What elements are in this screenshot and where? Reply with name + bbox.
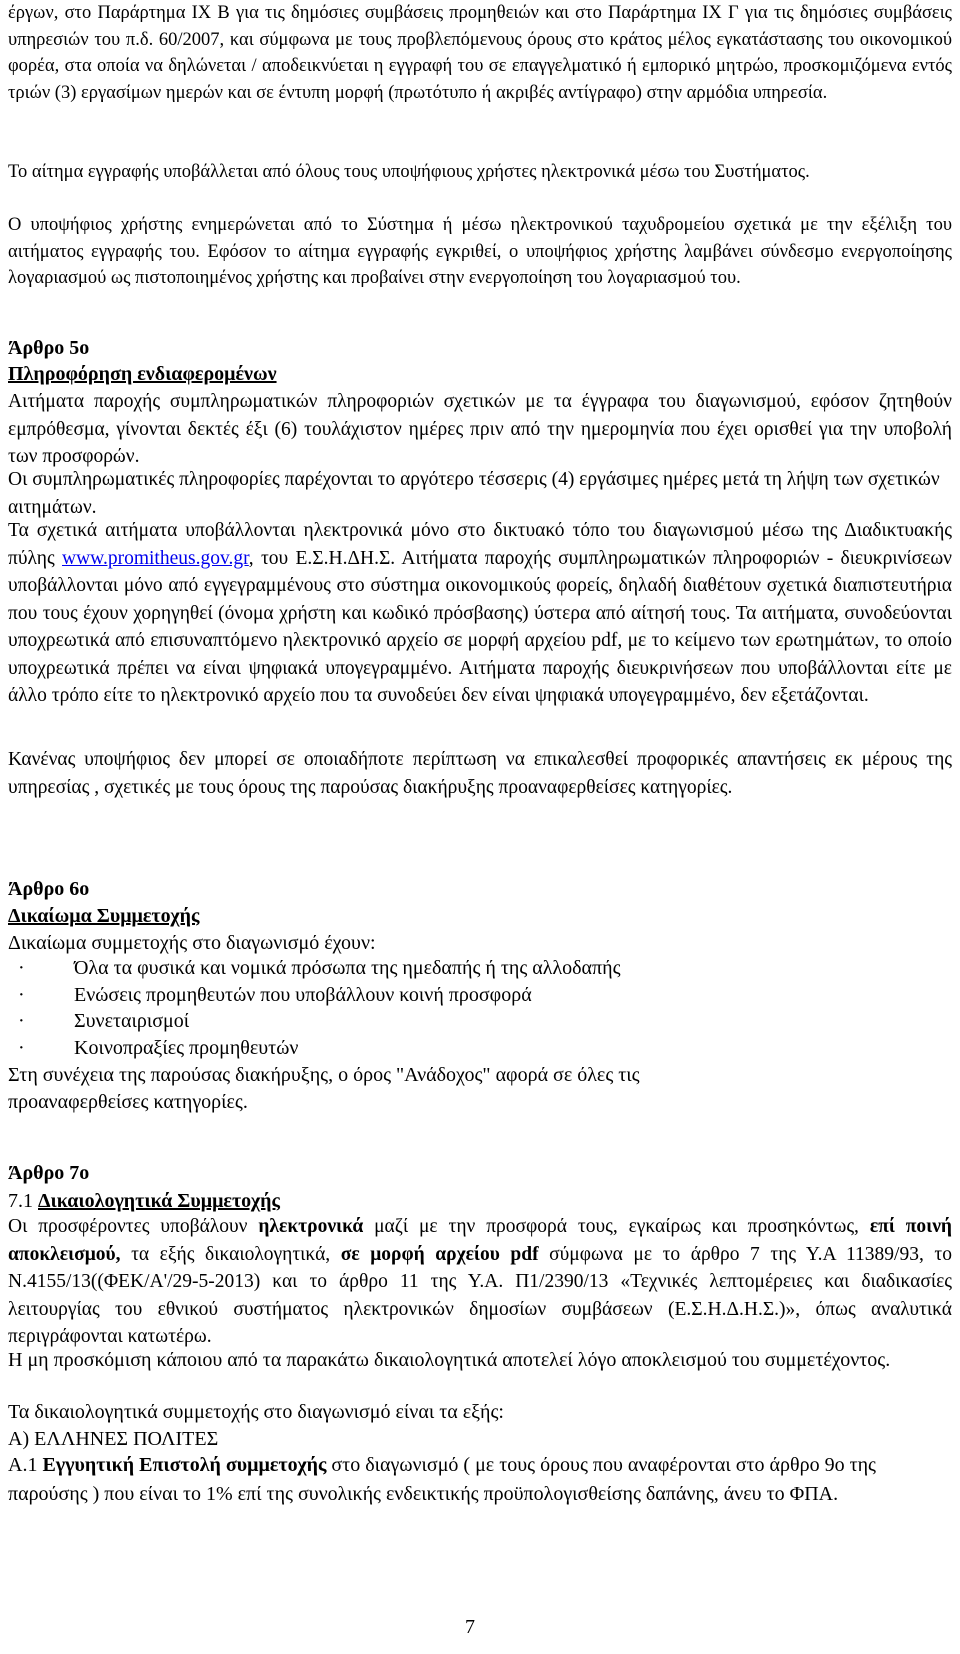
paragraph-registration-docs: έργων, στο Παράρτημα ΙΧ Β για τις δημόσιες συμβάσεις προμηθειών και στο Παράρτημα ΙΧ Γ για τις δημόσιες συμβάσεις υπηρεσιών του π.δ. 60/2007, και σύμφωνα με τους προβλεπόμενους όρους στο κράτος μέλος εγκατάστασης του οικονομικού φορέα, στα οποία να δηλώνεται / αποδεικνύεται η εγγραφή του σε επαγγελματικό ή εμπορικό μητρώο, προσκομιζόμενα εντός τριών (3) εργασίμων ημερών και σε έντυπη μορφή (πρωτότυπο ή ακριβές αντίγραφο) στην αρμόδια υπηρεσία. [8, 3, 952, 103]
article-7-number: Άρθρο 7ο [8, 1162, 90, 1184]
article-5-paragraph-1: Αιτήματα παροχής συμπληρωματικών πληροφοριών σχετικών με τα έγγραφα του διαγωνισμού, εφόσον ζητηθούν εμπρόθεσμα, γίνονται δεκτές έξι (6) τουλάχιστον ημέρες πριν από την ημερομηνία που έχει ορισθεί για την υποβολή των προσφορών. [8, 391, 952, 467]
article-7-item-a1: Α.1 Εγγυητική Επιστολή συμμετοχής στο διαγωνισμό ( με τους όρους που αναφέρονται στο άρθρο 9ο της παρούσης ) που είναι το 1% επί της συνολικής ενδεικτικής προϋπολογισθείσης δαπάνης, άνευ το ΦΠΑ. [8, 1454, 876, 1505]
article-5-paragraph-3 [8, 517, 952, 710]
paragraph-registration-approval: Ο υποψήφιος χρήστης ενημερώνεται από το Σύστημα ή μέσω ηλεκτρονικού ταχυδρομείου σχετικά με την εξέλιξη του αιτήματος εγγραφής του. Εφόσον το αίτημα εγγραφής εγκριθεί, ο υποψήφιος χρήστης λαμβάνει σύνδεσμο ενεργοποίησης λογαριασμού ως πιστοποιημένος χρήστης και προβαίνει στην ενεργοποίηση του λογαριασμού του. [8, 215, 952, 288]
article-6-number: Άρθρο 6ο [8, 878, 90, 900]
paragraph-registration-submission: Το αίτημα εγγραφής υποβάλλεται από όλους τους υποψήφιους χρήστες ηλεκτρονικά μέσω του Συστήματος. [8, 162, 810, 182]
article-5-paragraph-3-start: Τα σχετικά αιτήματα υποβάλλονται ηλεκτρονικά μόνο στο δικτυακό τόπο του διαγωνισμού μέσω της Διαδικτυακής πύλης [8, 520, 952, 569]
article-7-paragraph-3: Τα δικαιολογητικά συμμετοχής στο διαγωνισμό είναι τα εξής: [8, 1401, 504, 1423]
bullet-icon: · [18, 1037, 25, 1059]
article-7-subheading-title: Δικαιολογητικά Συμμετοχής [38, 1190, 280, 1212]
guarantee-letter-title: Εγγυητική Επιστολή συμμετοχής [42, 1454, 327, 1476]
article-5-title: Πληροφόρηση ενδιαφερομένων [8, 363, 277, 385]
article-6-title: Δικαίωμα Συμμετοχής [8, 905, 200, 927]
article-7-subheading: 7.1 Δικαιολογητικά Συμμετοχής [8, 1190, 280, 1212]
article-6-closing-line-1: Στη συνέχεια της παρούσας διακήρυξης, ο όρος "Ανάδοχος" αφορά σε όλες τις [8, 1064, 640, 1086]
list-item: · Ενώσεις προμηθευτών που υποβάλλουν κοινή προσφορά [18, 982, 532, 1009]
list-item: · Όλα τα φυσικά και νομικά πρόσωπα της ημεδαπής ή της αλλοδαπής [18, 955, 621, 982]
article-5-paragraph-2: Οι συμπληρωματικές πληροφορίες παρέχονται το αργότερο τέσσερις (4) εργάσιμες ημέρες μετά τη λήψη των σχετικών αιτημάτων. [8, 469, 940, 518]
article-7-paragraph-1: Οι προσφέροντες υποβάλουν ηλεκτρονικά μαζί με την προσφορά τους, εγκαίρως και προσηκόντως, επί ποινή αποκλεισμού, τα εξής δικαιολογητικά, σε μορφή αρχείου pdf σύμφωνα με το άρθρο 7 της Υ.Α 11389/93, το Ν.4155/13((ΦΕΚ/Α'/29-5-2013) και το άρθρο 11 της Υ.Α. Π1/2390/13 «Τεχνικές λεπτομέρειες και διαδικασίες λειτουργίας του εθνικού συστήματος ηλεκτρονικών δημοσίων συμβάσεων (Ε.Σ.Η.Δ.Η.Σ.)», όπως αναλυτικά περιγράφονται κατωτέρω. [8, 1216, 953, 1347]
page-number: 7 [465, 1616, 475, 1638]
bullet-icon: · [18, 957, 25, 979]
promitheus-link[interactable]: www.promitheus.gov.gr [62, 547, 249, 569]
article-5-number: Άρθρο 5ο [8, 337, 90, 359]
article-7-paragraph-2: Η μη προσκόμιση κάποιου από τα παρακάτω δικαιολογητικά αποτελεί λόγο αποκλεισμού του συμμετέχοντος. [8, 1349, 891, 1371]
article-6-closing-line-2: προαναφερθείσες κατηγορίες. [8, 1091, 248, 1113]
article-7-greek-citizens-heading: Α) ΕΛΛΗΝΕΣ ΠΟΛΙΤΕΣ [8, 1428, 219, 1450]
list-item: · Κοινοπραξίες προμηθευτών [18, 1035, 298, 1062]
article-6-intro: Δικαίωμα συμμετοχής στο διαγωνισμό έχουν: [8, 932, 376, 954]
bullet-icon: · [18, 984, 25, 1006]
article-5-paragraph-3-rest: , του Ε.Σ.Η.ΔΗ.Σ. Αιτήματα παροχής συμπληρωματικών πληροφοριών - διευκρινίσεων υποβάλλονται μόνο από εγγεγραμμένους στο σύστημα οικονομικούς φορείς, δηλαδή διαθέτουν σχετικά διαπιστευτήρια που τους έχουν χορηγηθεί (όνομα χρήστη και κωδικό πρόσβασης) ύστερα από αίτησή τους. Τα αιτήματα, συνοδεύονται υποχρεωτικά από επισυναπτόμενο ηλεκτρονικό αρχείο σε μορφή αρχείου pdf, με το κείμενο των ερωτημάτων, το οποίο υποχρεωτικά πρέπει να είναι ψηφιακά υπογεγραμμένο. Αιτήματα παροχής διευκρινήσεων που υποβάλλονται είτε με άλλο τρόπο είτε το ηλεκτρονικό αρχείο που τα συνοδεύει δεν είναι ψηφιακά υπογεγραμμένο, δεν εξετάζονται. [8, 547, 952, 706]
bullet-icon: · [18, 1010, 25, 1032]
list-item: · Συνεταιρισμοί [18, 1008, 189, 1035]
article-5-paragraph-4: Κανένας υποψήφιος δεν μπορεί σε οποιαδήποτε περίπτωση να επικαλεσθεί προφορικές απαντήσεις εκ μέρους της υπηρεσίας , σχετικές με τους όρους της παρούσας διακήρυξης προαναφερθείσες κατηγορίες. [8, 749, 952, 798]
